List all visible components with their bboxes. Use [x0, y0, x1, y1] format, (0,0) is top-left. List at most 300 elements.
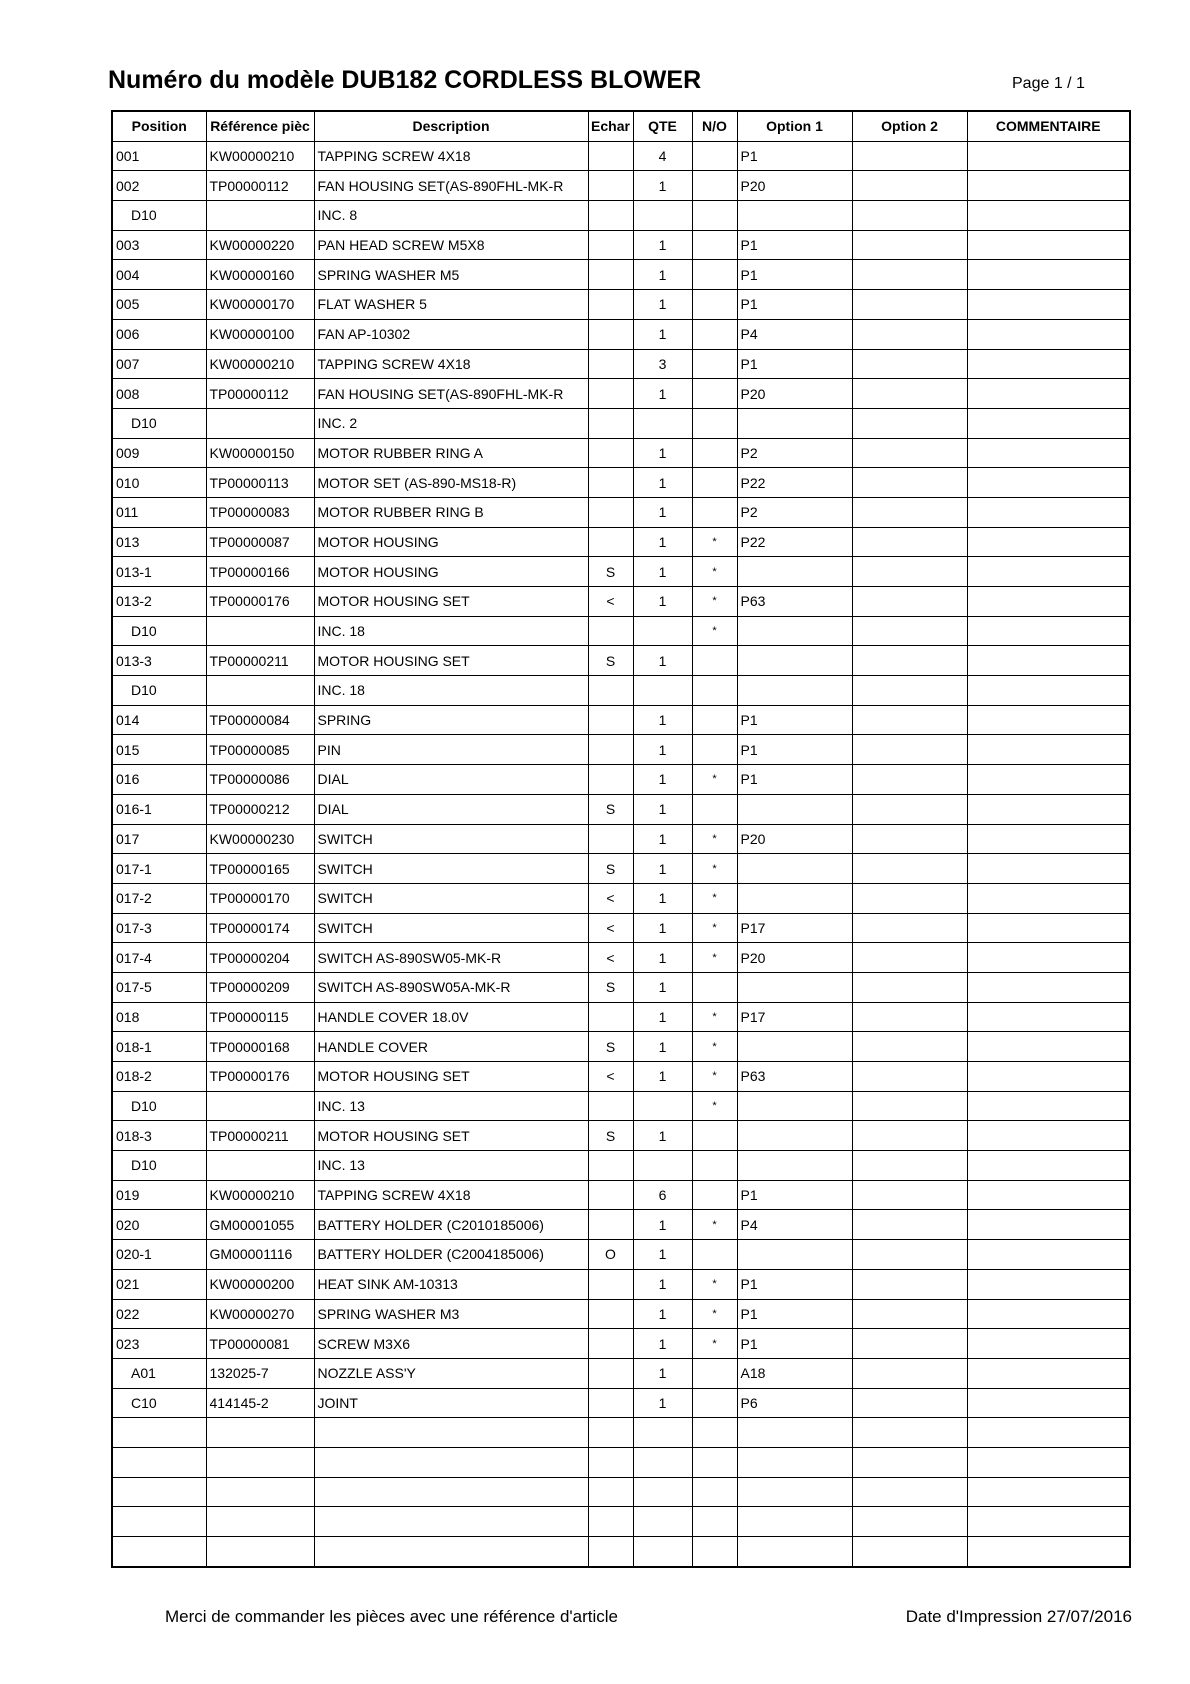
cell-commentaire [967, 349, 1130, 379]
cell-no [692, 1121, 737, 1151]
table-row [112, 676, 1130, 706]
cell-option2 [852, 883, 967, 913]
cell-description: INC. 18 [314, 676, 588, 706]
cell-option2 [852, 972, 967, 1002]
cell-option2 [852, 1210, 967, 1240]
cell-qte: 1 [633, 1269, 692, 1299]
cell-commentaire [967, 1358, 1130, 1388]
cell-echange [588, 408, 633, 438]
cell-commentaire [967, 913, 1130, 943]
cell-description: FAN HOUSING SET(AS-890FHL-MK-R [314, 171, 588, 201]
table-row [112, 171, 1130, 201]
cell-description: SWITCH [314, 824, 588, 854]
cell-reference [206, 616, 314, 646]
cell-no: * [692, 557, 737, 587]
cell-position: 004 [112, 260, 206, 290]
cell-commentaire [967, 1240, 1130, 1270]
cell-qte: 1 [633, 1032, 692, 1062]
cell-qte: 1 [633, 290, 692, 320]
cell-description: DIAL [314, 765, 588, 795]
footer-note: Merci de commander les pièces avec une référence d'article [165, 1607, 619, 1626]
cell-reference: KW00000160 [206, 260, 314, 290]
cell-echange [588, 468, 633, 498]
cell-no [692, 349, 737, 379]
cell-option1: A18 [737, 1358, 852, 1388]
cell-option2 [852, 379, 967, 409]
cell-option1: P20 [737, 824, 852, 854]
cell-no [692, 201, 737, 231]
cell-position [112, 1447, 206, 1477]
table-row [112, 1477, 1130, 1507]
cell-commentaire [967, 943, 1130, 973]
table-row [112, 1329, 1130, 1359]
cell-echange: < [588, 913, 633, 943]
cell-position: 006 [112, 319, 206, 349]
cell-reference: TP00000083 [206, 497, 314, 527]
cell-echange [588, 290, 633, 320]
cell-position: 013 [112, 527, 206, 557]
cell-echange: S [588, 1121, 633, 1151]
cell-commentaire [967, 1418, 1130, 1448]
cell-option2 [852, 319, 967, 349]
cell-position: 019 [112, 1180, 206, 1210]
table-row [112, 141, 1130, 171]
cell-option2 [852, 1002, 967, 1032]
print-date: Date d'Impression 27/07/2016 [905, 1607, 1132, 1626]
cell-option1 [737, 794, 852, 824]
cell-commentaire [967, 438, 1130, 468]
table-row [112, 349, 1130, 379]
cell-reference: KW00000270 [206, 1299, 314, 1329]
cell-commentaire [967, 1091, 1130, 1121]
cell-qte: 1 [633, 1329, 692, 1359]
cell-commentaire [967, 1537, 1130, 1567]
cell-option1 [737, 1418, 852, 1448]
cell-commentaire [967, 765, 1130, 795]
table-row [112, 824, 1130, 854]
table-row [112, 1299, 1130, 1329]
table-row [112, 408, 1130, 438]
cell-option2 [852, 349, 967, 379]
cell-option2 [852, 616, 967, 646]
cell-position: 017-3 [112, 913, 206, 943]
cell-option1: P2 [737, 497, 852, 527]
cell-qte: 4 [633, 141, 692, 171]
cell-qte: 1 [633, 1358, 692, 1388]
cell-position: 013-1 [112, 557, 206, 587]
cell-reference [206, 676, 314, 706]
table-row [112, 260, 1130, 290]
cell-reference [206, 1537, 314, 1567]
cell-no [692, 468, 737, 498]
cell-position: 005 [112, 290, 206, 320]
cell-no [692, 438, 737, 468]
cell-commentaire [967, 854, 1130, 884]
cell-description [314, 1537, 588, 1567]
cell-description [314, 1477, 588, 1507]
cell-qte: 1 [633, 913, 692, 943]
cell-option1: P1 [737, 141, 852, 171]
cell-no: * [692, 1210, 737, 1240]
table-row [112, 1180, 1130, 1210]
cell-no [692, 676, 737, 706]
cell-reference: KW00000210 [206, 1180, 314, 1210]
cell-qte: 1 [633, 497, 692, 527]
cell-echange [588, 1418, 633, 1448]
cell-option2 [852, 854, 967, 884]
table-row [112, 854, 1130, 884]
cell-option2 [852, 943, 967, 973]
cell-option2 [852, 468, 967, 498]
cell-no [692, 171, 737, 201]
cell-option1 [737, 854, 852, 884]
col-header-position: Position [112, 111, 206, 141]
cell-no [692, 735, 737, 765]
table-row [112, 1032, 1130, 1062]
table-row [112, 438, 1130, 468]
cell-position: 023 [112, 1329, 206, 1359]
cell-commentaire [967, 1507, 1130, 1537]
table-row [112, 794, 1130, 824]
cell-position: 007 [112, 349, 206, 379]
cell-reference: TP00000168 [206, 1032, 314, 1062]
cell-option2 [852, 1477, 967, 1507]
cell-reference: TP00000086 [206, 765, 314, 795]
cell-position: 015 [112, 735, 206, 765]
cell-position: 021 [112, 1269, 206, 1299]
cell-description: MOTOR HOUSING [314, 527, 588, 557]
cell-echange [588, 1002, 633, 1032]
cell-commentaire [967, 646, 1130, 676]
cell-echange [588, 1447, 633, 1477]
cell-option2 [852, 557, 967, 587]
cell-echange: < [588, 1062, 633, 1092]
cell-reference: TP00000211 [206, 646, 314, 676]
cell-commentaire [967, 319, 1130, 349]
cell-option2 [852, 527, 967, 557]
cell-reference: 132025-7 [206, 1358, 314, 1388]
cell-option2 [852, 1388, 967, 1418]
cell-commentaire [967, 141, 1130, 171]
cell-echange: < [588, 943, 633, 973]
cell-no [692, 379, 737, 409]
cell-option1 [737, 201, 852, 231]
cell-option2 [852, 1032, 967, 1062]
cell-description: SPRING WASHER M3 [314, 1299, 588, 1329]
cell-reference: KW00000230 [206, 824, 314, 854]
cell-no [692, 260, 737, 290]
cell-option2 [852, 230, 967, 260]
cell-option2 [852, 1507, 967, 1537]
cell-qte [633, 1477, 692, 1507]
table-row [112, 1537, 1130, 1567]
cell-qte: 1 [633, 943, 692, 973]
cell-echange [588, 230, 633, 260]
cell-echange: O [588, 1240, 633, 1270]
table-row [112, 1091, 1130, 1121]
cell-description: DIAL [314, 794, 588, 824]
cell-echange [588, 765, 633, 795]
cell-reference: TP00000112 [206, 171, 314, 201]
cell-qte: 1 [633, 468, 692, 498]
cell-option1: P20 [737, 171, 852, 201]
cell-commentaire [967, 260, 1130, 290]
cell-echange [588, 735, 633, 765]
cell-commentaire [967, 824, 1130, 854]
cell-qte: 6 [633, 1180, 692, 1210]
cell-commentaire [967, 1447, 1130, 1477]
cell-echange: < [588, 883, 633, 913]
cell-position: 013-3 [112, 646, 206, 676]
cell-no [692, 646, 737, 676]
cell-description: FAN HOUSING SET(AS-890FHL-MK-R [314, 379, 588, 409]
cell-position: 022 [112, 1299, 206, 1329]
table-row [112, 1269, 1130, 1299]
cell-echange [588, 1537, 633, 1567]
cell-option2 [852, 1329, 967, 1359]
cell-position: 018-1 [112, 1032, 206, 1062]
cell-commentaire [967, 290, 1130, 320]
cell-qte: 1 [633, 883, 692, 913]
table-row [112, 943, 1130, 973]
cell-echange [588, 1151, 633, 1181]
cell-no [692, 1537, 737, 1567]
cell-option1: P4 [737, 1210, 852, 1240]
cell-reference: TP00000081 [206, 1329, 314, 1359]
cell-description: MOTOR SET (AS-890-MS18-R) [314, 468, 588, 498]
cell-option1: P1 [737, 1269, 852, 1299]
cell-option2 [852, 1240, 967, 1270]
cell-commentaire [967, 1032, 1130, 1062]
cell-position: D10 [112, 201, 206, 231]
cell-option1: P20 [737, 943, 852, 973]
table-row [112, 468, 1130, 498]
cell-description: MOTOR HOUSING SET [314, 587, 588, 617]
cell-description [314, 1507, 588, 1537]
cell-no [692, 141, 737, 171]
cell-commentaire [967, 171, 1130, 201]
table-row [112, 557, 1130, 587]
cell-qte [633, 1418, 692, 1448]
cell-no: * [692, 1032, 737, 1062]
cell-echange [588, 260, 633, 290]
cell-qte: 1 [633, 1002, 692, 1032]
cell-commentaire [967, 676, 1130, 706]
cell-commentaire [967, 468, 1130, 498]
cell-description: SPRING [314, 705, 588, 735]
cell-reference: KW00000100 [206, 319, 314, 349]
cell-echange [588, 1329, 633, 1359]
cell-echange [588, 171, 633, 201]
cell-no [692, 1240, 737, 1270]
cell-option2 [852, 290, 967, 320]
cell-qte: 1 [633, 1299, 692, 1329]
cell-description: MOTOR RUBBER RING B [314, 497, 588, 527]
cell-no: * [692, 1091, 737, 1121]
cell-position [112, 1477, 206, 1507]
cell-position: D10 [112, 1151, 206, 1181]
cell-option1: P17 [737, 913, 852, 943]
cell-option2 [852, 201, 967, 231]
cell-position: 018-3 [112, 1121, 206, 1151]
cell-option2 [852, 1121, 967, 1151]
cell-option1: P63 [737, 587, 852, 617]
cell-description: HANDLE COVER [314, 1032, 588, 1062]
cell-no [692, 1358, 737, 1388]
cell-no: * [692, 883, 737, 913]
cell-position: 017-1 [112, 854, 206, 884]
cell-description: SWITCH AS-890SW05A-MK-R [314, 972, 588, 1002]
cell-reference: TP00000112 [206, 379, 314, 409]
cell-echange [588, 379, 633, 409]
cell-description: SWITCH [314, 913, 588, 943]
cell-option1 [737, 972, 852, 1002]
cell-option1: P1 [737, 1329, 852, 1359]
cell-no: * [692, 824, 737, 854]
cell-commentaire [967, 1180, 1130, 1210]
cell-reference: KW00000200 [206, 1269, 314, 1299]
cell-reference: TP00000174 [206, 913, 314, 943]
cell-no [692, 972, 737, 1002]
cell-description: INC. 8 [314, 201, 588, 231]
cell-description: MOTOR HOUSING SET [314, 646, 588, 676]
cell-option2 [852, 1358, 967, 1388]
cell-description: TAPPING SCREW 4X18 [314, 1180, 588, 1210]
cell-qte: 3 [633, 349, 692, 379]
table-row [112, 527, 1130, 557]
cell-position: 018-2 [112, 1062, 206, 1092]
table-row [112, 1210, 1130, 1240]
cell-qte: 1 [633, 705, 692, 735]
cell-reference: TP00000087 [206, 527, 314, 557]
cell-description: FLAT WASHER 5 [314, 290, 588, 320]
cell-commentaire [967, 1151, 1130, 1181]
cell-description: INC. 2 [314, 408, 588, 438]
cell-description [314, 1418, 588, 1448]
cell-no: * [692, 1269, 737, 1299]
cell-reference: TP00000115 [206, 1002, 314, 1032]
cell-option2 [852, 1299, 967, 1329]
table-row [112, 1062, 1130, 1092]
cell-option1 [737, 883, 852, 913]
cell-qte: 1 [633, 1062, 692, 1092]
cell-qte [633, 1447, 692, 1477]
table-row [112, 1121, 1130, 1151]
cell-description: BATTERY HOLDER (C2004185006) [314, 1240, 588, 1270]
cell-echange [588, 1210, 633, 1240]
cell-qte: 1 [633, 438, 692, 468]
cell-qte: 1 [633, 1121, 692, 1151]
col-header-option2: Option 2 [852, 111, 967, 141]
cell-no [692, 1180, 737, 1210]
cell-option2 [852, 1151, 967, 1181]
cell-qte [633, 408, 692, 438]
cell-commentaire [967, 1002, 1130, 1032]
cell-option1 [737, 408, 852, 438]
cell-no: * [692, 943, 737, 973]
cell-option2 [852, 1180, 967, 1210]
cell-option1: P1 [737, 765, 852, 795]
cell-reference [206, 1447, 314, 1477]
cell-position: 002 [112, 171, 206, 201]
cell-position: C10 [112, 1388, 206, 1418]
cell-echange: < [588, 587, 633, 617]
cell-qte: 1 [633, 646, 692, 676]
cell-description: SWITCH [314, 883, 588, 913]
cell-qte: 1 [633, 1388, 692, 1418]
cell-position: 020-1 [112, 1240, 206, 1270]
cell-option1: P1 [737, 1180, 852, 1210]
cell-reference: TP00000084 [206, 705, 314, 735]
cell-commentaire [967, 1329, 1130, 1359]
cell-commentaire [967, 408, 1130, 438]
cell-option1: P17 [737, 1002, 852, 1032]
cell-echange [588, 1358, 633, 1388]
cell-description: MOTOR RUBBER RING A [314, 438, 588, 468]
table-row [112, 1358, 1130, 1388]
cell-reference: KW00000220 [206, 230, 314, 260]
cell-position: 017 [112, 824, 206, 854]
col-header-option1: Option 1 [737, 111, 852, 141]
cell-echange: S [588, 854, 633, 884]
cell-description: TAPPING SCREW 4X18 [314, 349, 588, 379]
cell-commentaire [967, 794, 1130, 824]
cell-qte [633, 1537, 692, 1567]
cell-echange [588, 497, 633, 527]
cell-no: * [692, 616, 737, 646]
cell-qte [633, 676, 692, 706]
cell-option1: P1 [737, 349, 852, 379]
cell-reference [206, 1091, 314, 1121]
cell-no [692, 1477, 737, 1507]
cell-description: FAN AP-10302 [314, 319, 588, 349]
cell-reference: TP00000211 [206, 1121, 314, 1151]
cell-qte [633, 201, 692, 231]
cell-option2 [852, 1091, 967, 1121]
cell-qte: 1 [633, 527, 692, 557]
cell-option2 [852, 260, 967, 290]
cell-option1 [737, 1537, 852, 1567]
cell-option1: P1 [737, 230, 852, 260]
cell-echange [588, 1507, 633, 1537]
document-title: Numéro du modèle DUB182 CORDLESS BLOWER [108, 66, 702, 94]
cell-option2 [852, 587, 967, 617]
cell-position: 018 [112, 1002, 206, 1032]
cell-echange: S [588, 646, 633, 676]
cell-description: SWITCH [314, 854, 588, 884]
cell-option2 [852, 1447, 967, 1477]
table-row [112, 319, 1130, 349]
cell-option2 [852, 646, 967, 676]
cell-reference [206, 1507, 314, 1537]
cell-qte: 1 [633, 260, 692, 290]
cell-description: PIN [314, 735, 588, 765]
cell-reference: KW00000210 [206, 349, 314, 379]
cell-position: 011 [112, 497, 206, 527]
table-row [112, 646, 1130, 676]
cell-qte: 1 [633, 230, 692, 260]
cell-commentaire [967, 587, 1130, 617]
cell-no: * [692, 1002, 737, 1032]
cell-echange [588, 824, 633, 854]
cell-qte [633, 1507, 692, 1537]
table-row [112, 497, 1130, 527]
cell-qte [633, 616, 692, 646]
cell-option1: P22 [737, 527, 852, 557]
cell-echange: S [588, 972, 633, 1002]
cell-commentaire [967, 1299, 1130, 1329]
col-header-description: Description [314, 111, 588, 141]
